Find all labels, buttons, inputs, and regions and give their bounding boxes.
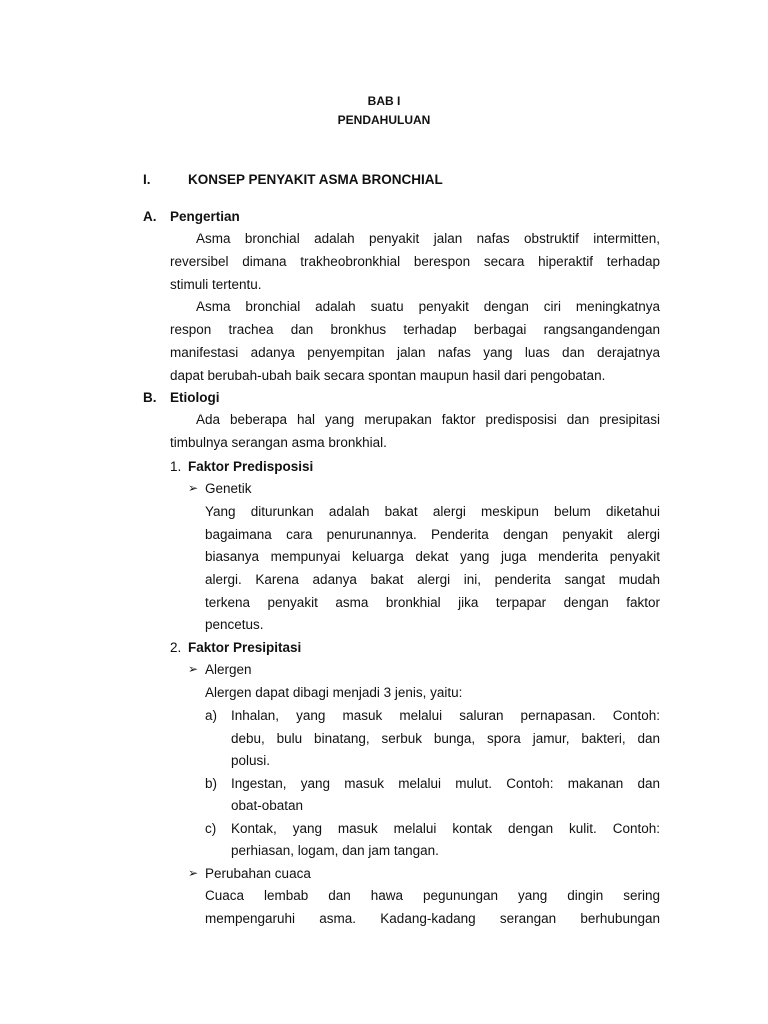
paragraph-line: reversibel dimana trakheobronkhial berespon secara hiperaktif terhadap bbox=[170, 254, 660, 269]
arrow-bullet-icon: ➢ bbox=[188, 866, 199, 880]
bullet-item: Perubahan cuaca bbox=[205, 866, 311, 881]
arrow-bullet-icon: ➢ bbox=[188, 662, 199, 676]
paragraph-line: respon trachea dan bronkhus terhadap berbagai rangsangandengan bbox=[170, 322, 660, 337]
paragraph-line: Kontak, yang masuk melalui kontak dengan kulit. Contoh: bbox=[231, 821, 660, 836]
factor-title: Faktor Presipitasi bbox=[188, 640, 302, 655]
list-number: 1. bbox=[170, 459, 182, 474]
section-a-title: Pengertian bbox=[170, 209, 240, 224]
paragraph-line: Ada beberapa hal yang merupakan faktor predisposisi dan presipitasi bbox=[196, 412, 660, 427]
paragraph-line: Asma bronchial adalah suatu penyakit dengan ciri meningkatnya bbox=[196, 299, 660, 314]
bullet-item: Genetik bbox=[205, 481, 252, 496]
section-b-letter: B. bbox=[143, 390, 157, 405]
paragraph-line: timbulnya serangan asma bronkhial. bbox=[170, 435, 387, 450]
paragraph-line: Alergen dapat dibagi menjadi 3 jenis, yaitu: bbox=[205, 685, 463, 700]
section-a-letter: A. bbox=[143, 209, 157, 224]
section-b-title: Etiologi bbox=[170, 390, 220, 405]
bullet-item: Alergen bbox=[205, 662, 252, 677]
paragraph-line: polusi. bbox=[231, 753, 271, 768]
sub-list-marker: a) bbox=[205, 708, 218, 723]
paragraph-line: obat-obatan bbox=[231, 798, 304, 813]
paragraph-line: alergi. Karena adanya bakat alergi ini, penderita sangat mudah bbox=[205, 572, 660, 587]
paragraph-line: terkena penyakit asma bronkhial jika terpapar dengan faktor bbox=[205, 595, 660, 610]
paragraph-line: perhiasan, logam, dan jam tangan. bbox=[231, 843, 439, 858]
sub-list-marker: b) bbox=[205, 776, 218, 791]
chapter-title: KONSEP PENYAKIT ASMA BRONCHIAL bbox=[188, 172, 443, 187]
chapter-label: BAB I bbox=[367, 94, 401, 108]
chapter-number: I. bbox=[143, 172, 151, 187]
paragraph-line: Ingestan, yang masuk melalui mulut. Contoh: makanan dan bbox=[231, 776, 660, 791]
paragraph-line: stimuli tertentu. bbox=[170, 277, 262, 292]
chapter-heading: PENDAHULUAN bbox=[337, 113, 431, 127]
paragraph-line: Cuaca lembab dan hawa pegunungan yang dingin sering bbox=[205, 888, 660, 903]
paragraph-line: biasanya mempunyai keluarga dekat yang juga menderita penyakit bbox=[205, 549, 660, 564]
factor-title: Faktor Predisposisi bbox=[188, 459, 314, 474]
paragraph-line: mempengaruhi asma. Kadang-kadang serangan berhubungan bbox=[205, 911, 660, 926]
paragraph-line: pencetus. bbox=[205, 617, 264, 632]
list-number: 2. bbox=[170, 640, 182, 655]
arrow-bullet-icon: ➢ bbox=[188, 481, 199, 495]
paragraph-line: dapat berubah-ubah baik secara spontan maupun hasil dari pengobatan. bbox=[170, 368, 606, 383]
paragraph-line: manifestasi adanya penyempitan jalan nafas yang luas dan derajatnya bbox=[170, 345, 660, 360]
paragraph-line: Asma bronchial adalah penyakit jalan nafas obstruktif intermitten, bbox=[196, 231, 660, 246]
paragraph-line: debu, bulu binatang, serbuk bunga, spora jamur, bakteri, dan bbox=[231, 731, 660, 746]
paragraph-line: Yang diturunkan adalah bakat alergi meskipun belum diketahui bbox=[205, 504, 660, 519]
paragraph-line: bagaimana cara penurunannya. Penderita dengan penyakit alergi bbox=[205, 527, 660, 542]
sub-list-marker: c) bbox=[205, 821, 217, 836]
paragraph-line: Inhalan, yang masuk melalui saluran pernapasan. Contoh: bbox=[231, 708, 660, 723]
